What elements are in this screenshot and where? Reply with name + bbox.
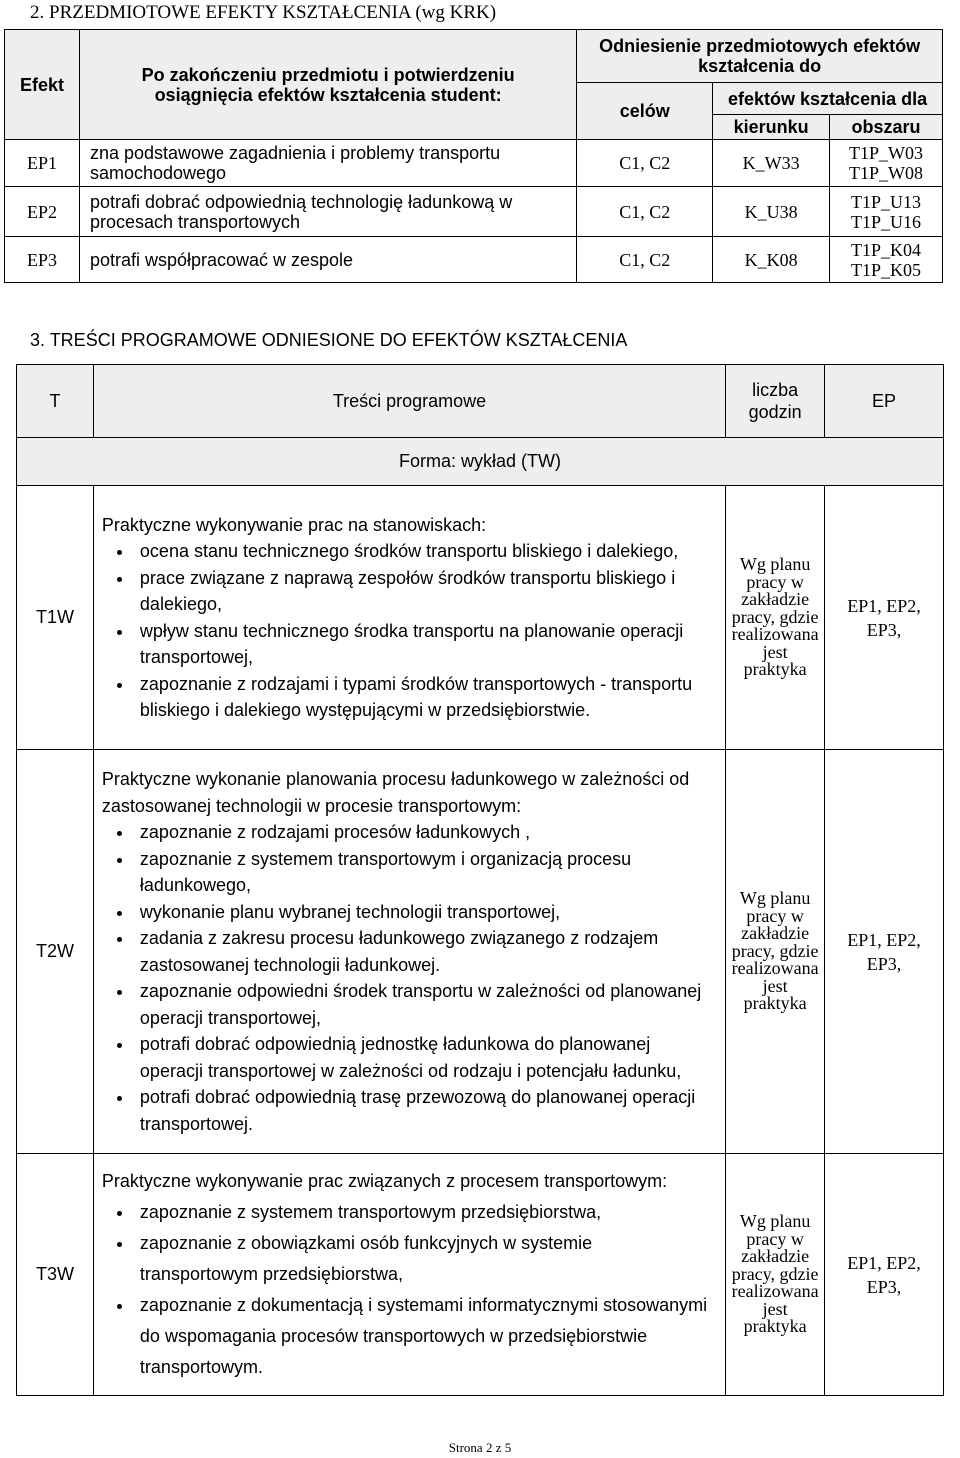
section-2-heading: 2. PRZEDMIOTOWE EFEKTY KSZTAŁCENIA (wg KRK): [30, 2, 497, 23]
table-row: [17, 486, 944, 750]
topic-ep: EP1, EP2, EP3,: [825, 750, 944, 1154]
header-kierunku: kierunku: [713, 115, 830, 140]
table-row: [17, 750, 944, 1154]
header-celow: celów: [577, 83, 713, 140]
list-item: • potrafi dobrać odpowiednią jednostkę ładunkowa do planowanej operacji transportowej w zależności od rodzaju i potencjału ładunku,: [134, 1031, 711, 1084]
topic-hours: Wg planu pracy w zakładzie pracy, gdzie realizowana jest praktyka: [726, 486, 825, 750]
list-item: • potrafi dobrać odpowiednią trasę przewozową do planowanej operacji transportowej.: [134, 1084, 711, 1137]
header-efektow-dla: efektów kształcenia dla: [713, 83, 943, 115]
topic-items: [102, 1197, 711, 1383]
effect-kierunek: K_U38: [713, 187, 830, 237]
header-liczba-godzin: [726, 365, 825, 438]
header-description: Po zakończeniu przedmiotu i potwierdzeniu osiągnięcia efektów kształcenia student:: [79, 30, 576, 140]
topic-ep: EP1, EP2, EP3,: [825, 486, 944, 750]
topic-hours: Wg planu pracy w zakładzie pracy, gdzie realizowana jest praktyka: [726, 750, 825, 1154]
topic-id: T2W: [17, 750, 94, 1154]
list-item: • zapoznanie z rodzajami procesów ładunkowych ,: [134, 819, 711, 846]
topic-items: [102, 538, 711, 724]
topic-content: [93, 1154, 725, 1396]
header-liczba: liczba: [752, 380, 799, 400]
list-item: • zapoznanie z rodzajami i typami środków transportowych - transportu bliskiego i dalekiego występującymi w przedsiębiorstwie.: [134, 671, 711, 724]
list-item: • zadania z zakresu procesu ładunkowego związanego z rodzajem zastosowanej technologii ładunkowej.: [134, 925, 711, 978]
topic-hours: Wg planu pracy w zakładzie pracy, gdzie realizowana jest praktyka: [726, 1154, 825, 1396]
topic-intro: Praktyczne wykonywanie prac na stanowiskach:: [101, 514, 487, 535]
effect-kierunek: K_W33: [713, 140, 830, 187]
header-efekt: Efekt: [5, 30, 80, 140]
topic-id: T3W: [17, 1154, 94, 1396]
topic-content: [93, 486, 725, 750]
table-row: [5, 140, 943, 187]
topic-ep: EP1, EP2, EP3,: [825, 1154, 944, 1396]
header-odniesienie: Odniesienie przedmiotowych efektów kształcenia do: [577, 30, 943, 83]
effect-id: EP1: [5, 140, 80, 187]
effect-id: EP3: [5, 237, 80, 283]
list-item: • zapoznanie odpowiedni środek transportu w zależności od planowanej operacji transportowej,: [134, 978, 711, 1031]
header-tresci: Treści programowe: [93, 365, 725, 438]
topic-intro: Praktyczne wykonanie planowania procesu ładunkowego w zależności od zastosowanej technologii w procesie transportowym:: [101, 769, 690, 816]
header-t: T: [17, 365, 94, 438]
obszar-code: T1P_K05: [851, 259, 922, 280]
effect-text: potrafi współpracować w zespole: [79, 237, 576, 283]
effect-cele: C1, C2: [577, 140, 713, 187]
obszar-code: T1P_U13: [851, 191, 922, 212]
page-footer: Strona 2 z 5: [448, 1440, 512, 1455]
effect-cele: C1, C2: [577, 187, 713, 237]
table-row: [5, 237, 943, 283]
topic-content: [93, 750, 725, 1154]
list-item: • zapoznanie z dokumentacją i systemami informatycznymi stosowanymi do wspomagania procesów transportowych w przedsiębiorstwie transportowym.: [134, 1290, 711, 1383]
list-item: • wpływ stanu technicznego środka transportu na planowanie operacji transportowej,: [134, 618, 711, 671]
effects-table: [4, 29, 943, 283]
effect-obszar: [830, 237, 943, 283]
list-item: • zapoznanie z systemem transportowym przedsiębiorstwa,: [134, 1197, 711, 1228]
table-row: [5, 187, 943, 237]
list-item: • wykonanie planu wybranej technologii transportowej,: [134, 899, 711, 926]
list-item: • ocena stanu technicznego środków transportu bliskiego i dalekiego,: [134, 538, 711, 565]
effect-obszar: [830, 140, 943, 187]
topic-id: T1W: [17, 486, 94, 750]
header-godzin: godzin: [748, 402, 802, 422]
table-row: [17, 1154, 944, 1396]
effect-id: EP2: [5, 187, 80, 237]
program-table: [16, 364, 944, 1396]
list-item: • prace związane z naprawą zespołów środków transportu bliskiego i dalekiego,: [134, 565, 711, 618]
header-ep: EP: [825, 365, 944, 438]
obszar-code: T1P_K04: [851, 239, 922, 260]
obszar-code: T1P_W08: [849, 163, 924, 183]
effect-kierunek: K_K08: [713, 237, 830, 283]
section-3-heading: 3. TREŚCI PROGRAMOWE ODNIESIONE DO EFEKTÓW KSZTAŁCENIA: [30, 330, 628, 350]
forma-row: Forma: wykład (TW): [17, 438, 944, 486]
effect-obszar: [830, 187, 943, 237]
effect-cele: C1, C2: [577, 237, 713, 283]
header-obszaru: obszaru: [830, 115, 943, 140]
obszar-code: T1P_U16: [851, 211, 922, 232]
topic-intro: Praktyczne wykonywanie prac związanych z procesem transportowym:: [101, 1171, 668, 1191]
effect-text: potrafi dobrać odpowiednią technologię ładunkową w procesach transportowych: [79, 187, 576, 237]
list-item: • zapoznanie z systemem transportowym i organizacją procesu ładunkowego,: [134, 846, 711, 899]
effect-text: zna podstawowe zagadnienia i problemy transportu samochodowego: [79, 140, 576, 187]
list-item: • zapoznanie z obowiązkami osób funkcyjnych w systemie transportowym przedsiębiorstwa,: [134, 1228, 711, 1290]
topic-items: [102, 819, 711, 1137]
obszar-code: T1P_W03: [849, 143, 924, 163]
